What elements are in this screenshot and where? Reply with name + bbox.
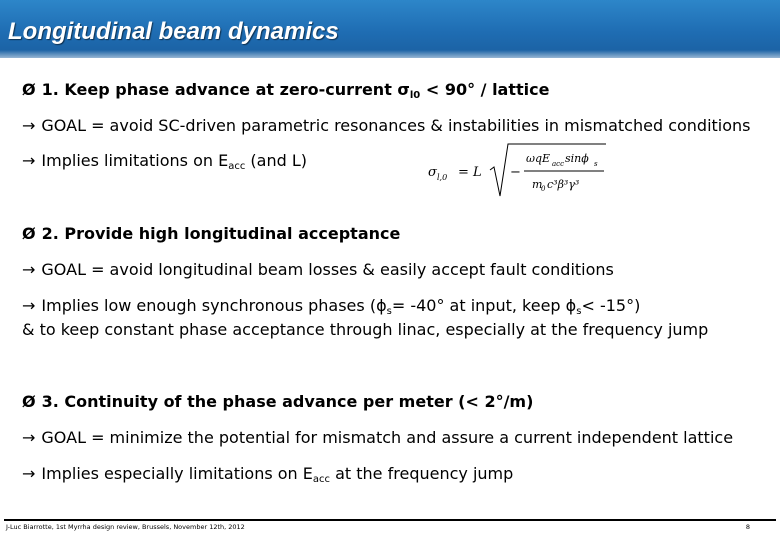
section-1-implies: [22, 151, 307, 170]
page-number: 8: [745, 523, 750, 531]
section-3-heading-text: 3. Continuity of the phase advance per meter (< 2°/m): [41, 392, 534, 411]
arrow-icon: →: [22, 151, 36, 170]
section-2-heading: [22, 224, 400, 243]
section-3-implies: [22, 464, 513, 483]
section-2-implies-post: < -15°): [581, 296, 641, 315]
section-2-implies-sub: s: [386, 306, 392, 317]
arrow-icon: →: [22, 428, 36, 447]
formula-numerator: ωqE: [526, 152, 551, 165]
section-1-heading-text: 1. Keep phase advance at zero-current σ: [41, 80, 410, 99]
section-3-implies-post: at the frequency jump: [330, 464, 514, 483]
section-2-implies-text: Implies low enough synchronous phases (ϕ: [41, 296, 387, 315]
section-2-goal: [22, 260, 614, 279]
section-3-goal-text: GOAL = minimize the potential for mismatch and assure a current independent lattice: [41, 428, 734, 447]
section-2-continuation-text: & to keep constant phase acceptance through linac, especially at the frequency jump: [22, 320, 709, 339]
section-1-implies-post: (and L): [245, 151, 308, 170]
bullet-icon: Ø: [22, 80, 36, 99]
section-2-implies: [22, 296, 640, 315]
section-2-implies-sub2: s: [576, 306, 582, 317]
section-1-heading-post: < 90° / lattice: [420, 80, 550, 99]
arrow-icon: →: [22, 296, 36, 315]
formula-numerator-post: sinϕ: [565, 152, 589, 165]
formula-denominator-sub: 0: [541, 185, 546, 193]
formula-numerator-sub: acc: [552, 160, 565, 168]
arrow-icon: →: [22, 260, 36, 279]
section-3-implies-text: Implies especially limitations on E: [41, 464, 313, 483]
footer-rule: [4, 519, 776, 521]
title-bar: [0, 0, 780, 58]
section-1-heading: [22, 80, 549, 99]
formula-eq: = L: [458, 165, 482, 180]
section-1-heading-sub: l0: [409, 90, 421, 101]
formula-numerator-post-sub: s: [594, 160, 598, 168]
section-2-continuation: [22, 320, 708, 339]
section-2-goal-text: GOAL = avoid longitudinal beam losses & easily accept fault conditions: [41, 260, 614, 279]
section-1-implies-sub: acc: [228, 161, 246, 172]
title-bar-fade: [0, 50, 780, 58]
slide-title: Longitudinal beam dynamics: [8, 18, 339, 45]
bullet-icon: Ø: [22, 392, 36, 411]
formula-lhs: σ: [428, 165, 437, 180]
section-1-goal-text: GOAL = avoid SC-driven parametric resonances & instabilities in mismatched conditions: [41, 116, 751, 135]
section-1-implies-text: Implies limitations on E: [41, 151, 229, 170]
formula-lhs-sub: l,0: [437, 173, 448, 182]
arrow-icon: →: [22, 464, 36, 483]
formula-denominator-post: c³β³γ³: [547, 178, 580, 191]
section-3-goal: [22, 428, 733, 447]
formula-svg: [428, 140, 608, 204]
formula-minus: −: [510, 165, 521, 180]
section-3-heading: [22, 392, 533, 411]
section-3-implies-sub: acc: [312, 474, 331, 485]
section-2-heading-text: 2. Provide high longitudinal acceptance: [41, 224, 401, 243]
bullet-icon: Ø: [22, 224, 36, 243]
section-2-implies-mid: = -40° at input, keep ϕ: [391, 296, 577, 315]
section-1-goal: [22, 116, 751, 135]
footer-credit: J-Luc Biarrotte, 1st Myrrha design review, Brussels, November 12th, 2012: [6, 523, 245, 531]
arrow-icon: →: [22, 116, 36, 135]
phase-advance-formula: [428, 140, 608, 204]
formula-denominator: m: [532, 178, 543, 191]
